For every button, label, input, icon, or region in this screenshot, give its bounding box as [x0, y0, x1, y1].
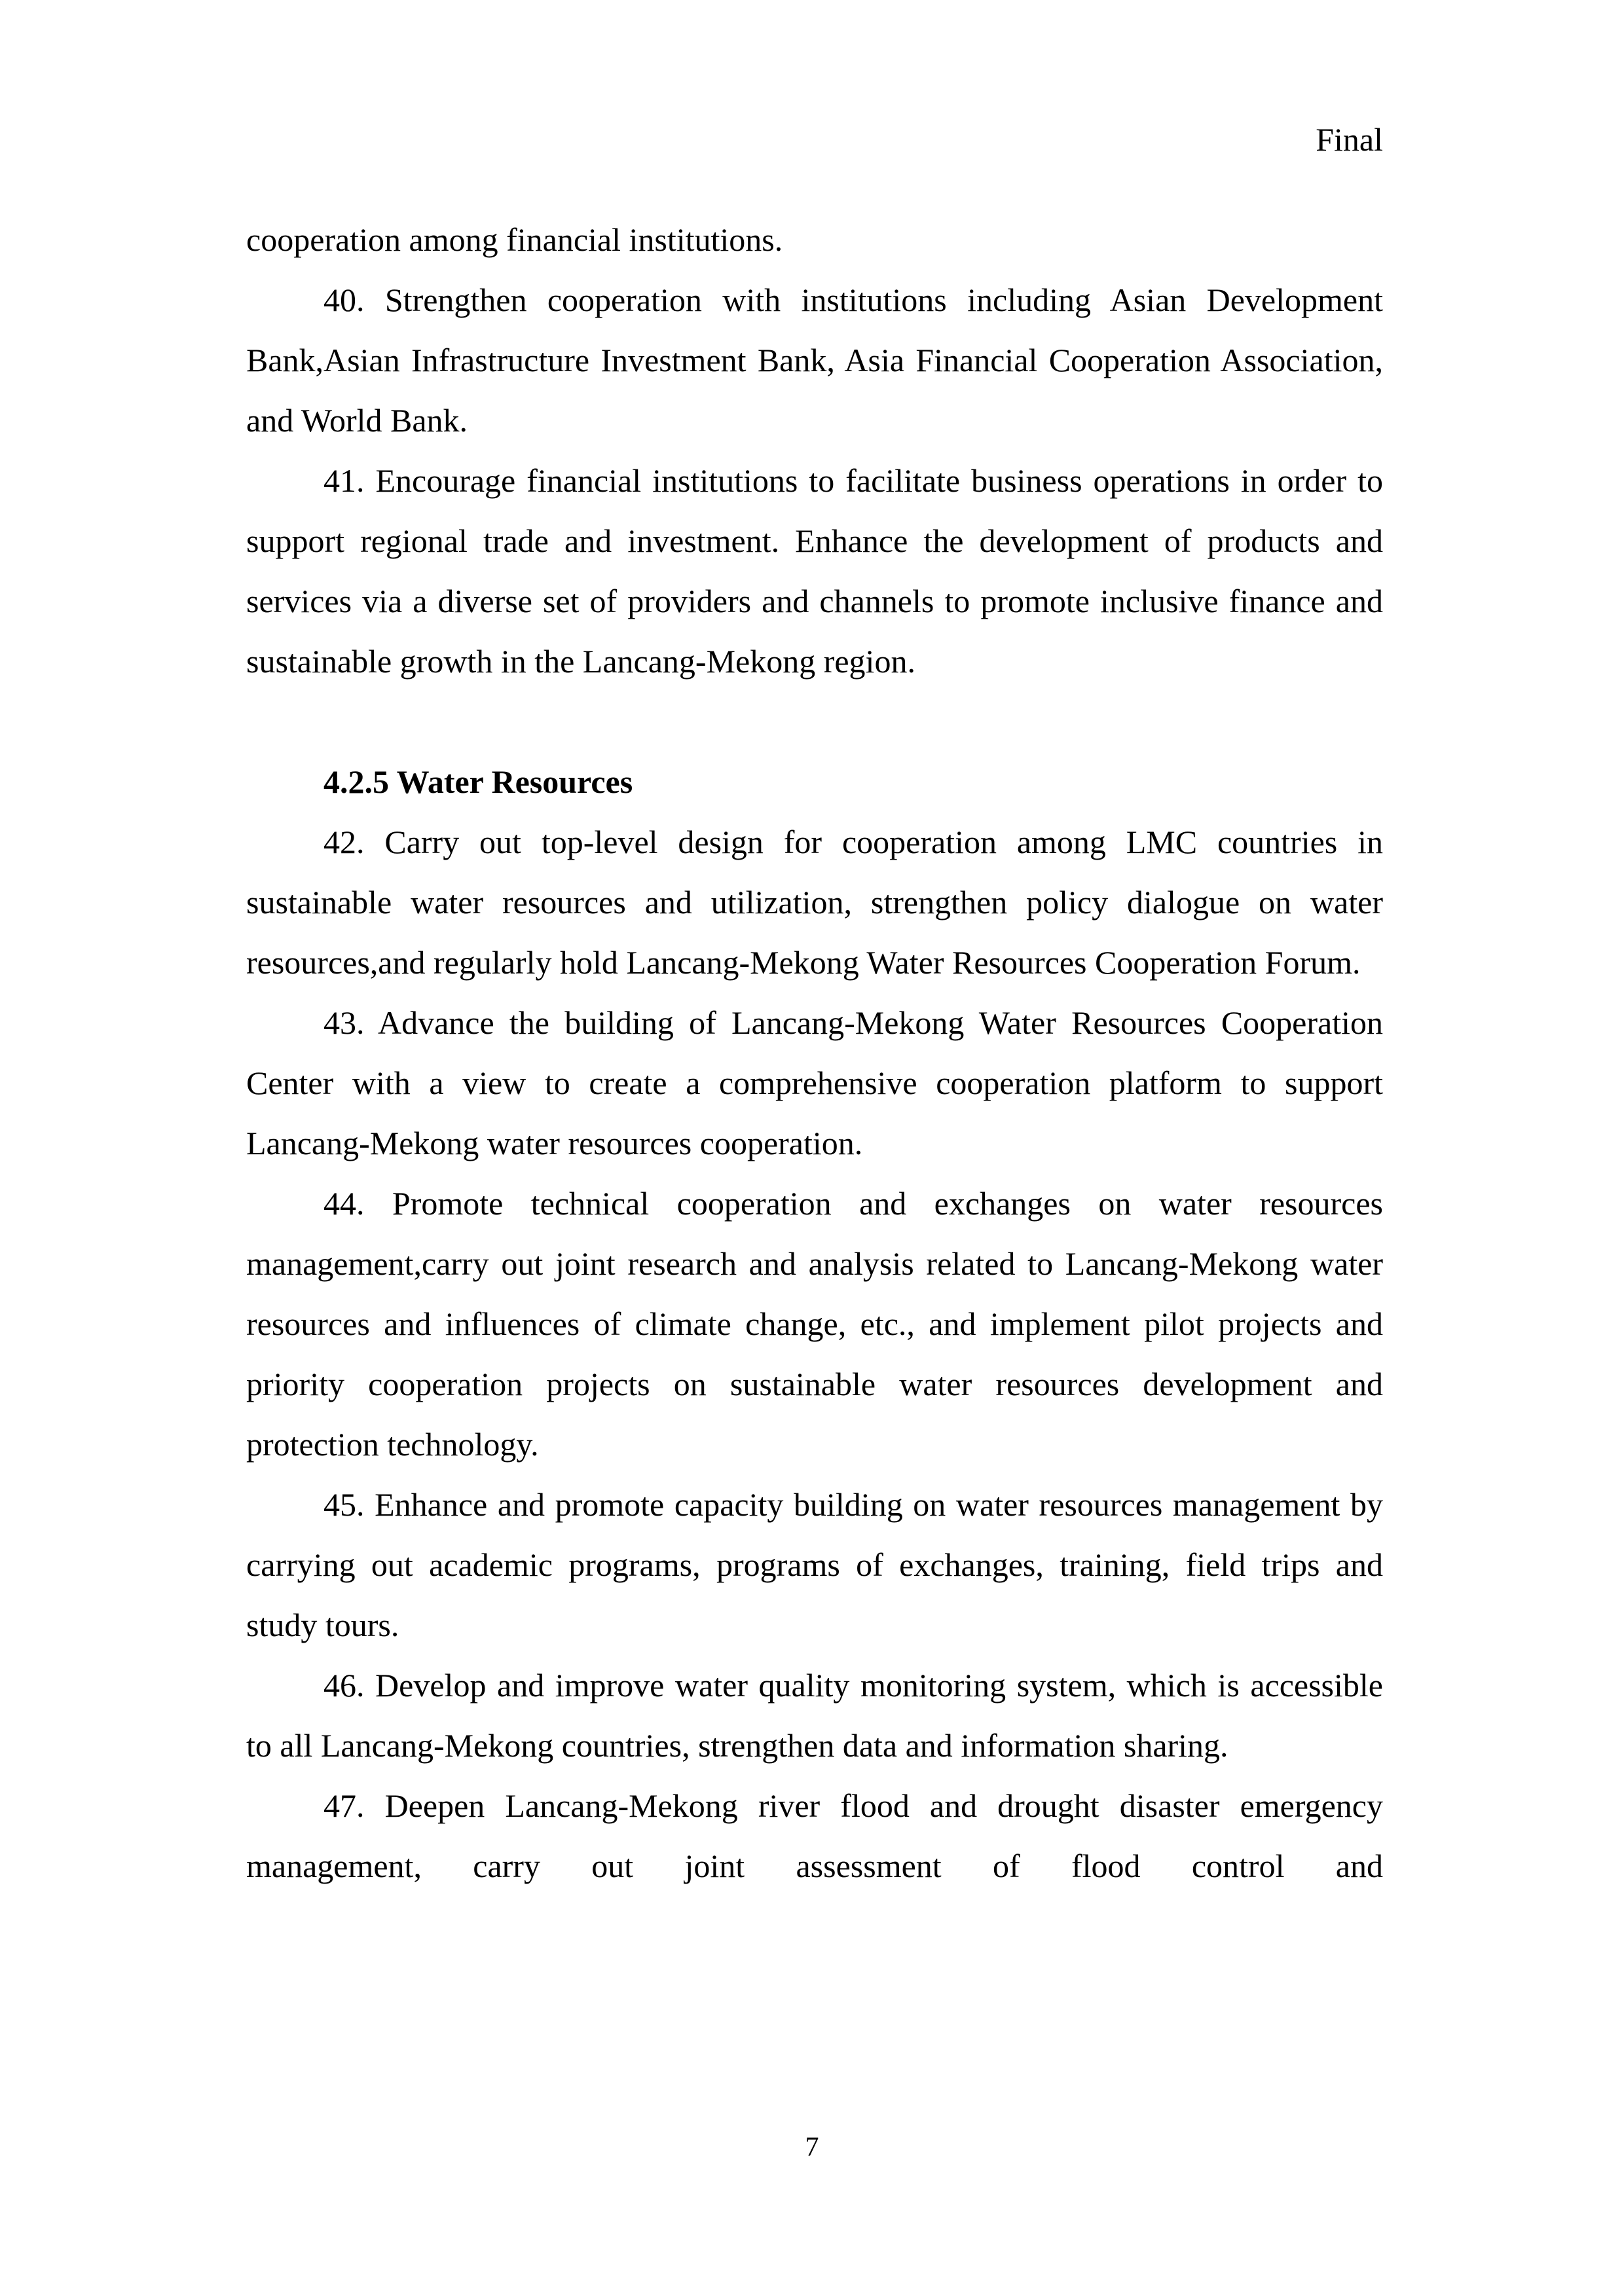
document-body [246, 210, 1383, 1896]
page-number: 7 [805, 2132, 819, 2162]
paragraph-44: 44. Promote technical cooperation and exchanges on water resources management,carry out joint research and analysis related to Lancang-Mekong water resources and influences of climate change, etc., and implement pilot projects and priority cooperation projects on sustainable water resources development and protection technology. [246, 1185, 1383, 1463]
paragraph-45: 45. Enhance and promote capacity building on water resources management by carrying out academic programs, programs of exchanges, training, field trips and study tours. [246, 1486, 1383, 1643]
paragraph-43: 43. Advance the building of Lancang-Mekong Water Resources Cooperation Center with a view to create a comprehensive cooperation platform to support Lancang-Mekong water resources cooperation. [246, 1004, 1383, 1161]
paragraph-46: 46. Develop and improve water quality monitoring system, which is accessible to all Lancang-Mekong countries, strengthen data and information sharing. [246, 1667, 1383, 1764]
paragraph-47: 47. Deepen Lancang-Mekong river flood and drought disaster emergency management, carry out joint assessment of flood control and [246, 1787, 1383, 1884]
header-final-label: Final [1316, 121, 1383, 158]
section-heading-water-resources: 4.2.5 Water Resources [323, 763, 633, 800]
paragraph-42: 42. Carry out top-level design for cooperation among LMC countries in sustainable water resources and utilization, strengthen policy dialogue on water resources,and regularly hold Lancang-Mekong Water Resources Cooperation Forum. [246, 824, 1383, 981]
paragraph-40: 40. Strengthen cooperation with institutions including Asian Development Bank,Asian Infrastructure Investment Bank, Asia Financial Cooperation Association, and World Bank. [246, 282, 1383, 439]
continuation-paragraph: cooperation among financial institutions. [246, 221, 783, 258]
paragraph-41: 41. Encourage financial institutions to facilitate business operations in order to support regional trade and investment. Enhance the development of products and services via a diverse set of providers and channels to promote inclusive finance and sustainable growth in the Lancang-Mekong region. [246, 462, 1383, 680]
